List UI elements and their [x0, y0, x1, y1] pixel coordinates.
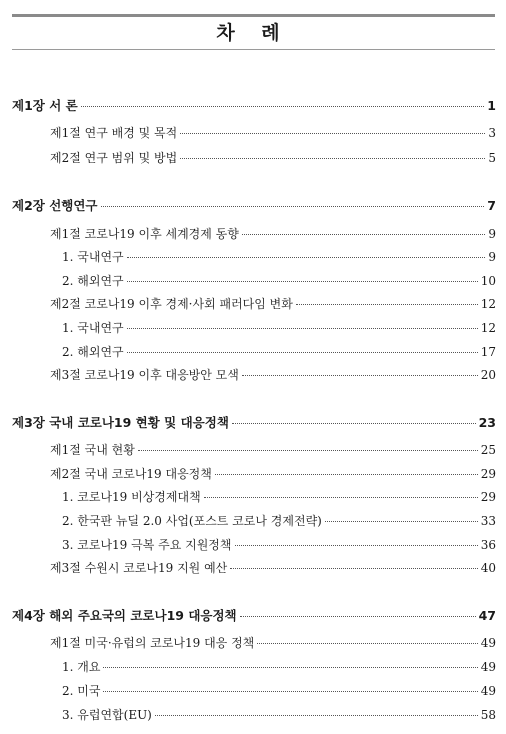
toc-entry-page-number: 20 — [480, 368, 496, 382]
toc-entry-chapter[interactable] — [12, 96, 496, 112]
toc-entry-title: 제1절 국내 현황 — [50, 443, 135, 457]
dot-leader — [138, 450, 478, 451]
toc-entry-title: 제2절 연구 범위 및 방법 — [50, 151, 178, 165]
toc-entry-sub[interactable] — [62, 343, 496, 359]
toc-entry-section[interactable] — [50, 441, 496, 457]
toc-entry-section[interactable] — [50, 124, 496, 140]
toc-entry-title: 제3절 코로나19 이후 대응방안 모색 — [50, 368, 239, 382]
toc-entry-sub[interactable] — [62, 706, 496, 722]
toc-entry-section[interactable] — [50, 465, 496, 481]
dot-leader — [325, 521, 478, 522]
toc-entry-title: 제1장 서 론 — [12, 98, 78, 113]
toc-entry-title: 1. 개요 — [62, 660, 101, 674]
toc-entry-page-number: 29 — [480, 490, 496, 504]
toc-entry-section[interactable] — [50, 149, 496, 165]
dot-leader — [180, 158, 485, 159]
toc-entry-title: 3. 유럽연합(EU) — [62, 708, 152, 722]
toc-entry-page-number: 49 — [480, 636, 496, 650]
toc-entry-chapter[interactable] — [12, 196, 496, 212]
dot-leader — [232, 423, 476, 424]
toc-entry-title: 1. 국내연구 — [62, 250, 124, 264]
toc-entry-title: 1. 코로나19 비상경제대책 — [62, 490, 201, 504]
toc-entry-page-number: 9 — [488, 227, 496, 241]
dot-leader — [257, 643, 477, 644]
dot-leader — [242, 375, 478, 376]
toc-entry-page-number: 23 — [478, 415, 496, 430]
toc-entry-title: 제3절 수원시 코로나19 지원 예산 — [50, 561, 228, 575]
toc-entry-chapter[interactable] — [12, 606, 496, 622]
toc-entry-page-number: 10 — [480, 274, 496, 288]
dot-leader — [127, 257, 486, 258]
toc-entry-title: 제1절 코로나19 이후 세계경제 동향 — [50, 227, 239, 241]
toc-entry-title: 제4장 해외 주요국의 코로나19 대응정책 — [12, 608, 237, 623]
toc-entry-title: 2. 미국 — [62, 684, 101, 698]
dot-leader — [240, 616, 476, 617]
dot-leader — [235, 545, 478, 546]
dot-leader — [180, 133, 485, 134]
toc-entry-section[interactable] — [50, 366, 496, 382]
dot-leader — [101, 206, 485, 207]
dot-leader — [127, 281, 478, 282]
toc-entry-page-number: 3 — [488, 126, 496, 140]
toc-entry-section[interactable] — [50, 559, 496, 575]
toc-entry-title: 1. 국내연구 — [62, 321, 124, 335]
toc-entry-page-number: 58 — [480, 708, 496, 722]
dot-leader — [296, 304, 478, 305]
toc-entry-section[interactable] — [50, 295, 496, 311]
toc-entry-title: 3. 코로나19 극복 주요 지원정책 — [62, 538, 232, 552]
toc-entry-sub[interactable] — [62, 272, 496, 288]
toc-entry-page-number: 36 — [480, 538, 496, 552]
toc-entry-title: 제1절 연구 배경 및 목적 — [50, 126, 178, 140]
dot-leader — [230, 568, 477, 569]
toc-entry-page-number: 5 — [488, 151, 496, 165]
toc-entry-title: 제3장 국내 코로나19 현황 및 대응정책 — [12, 415, 229, 430]
dot-leader — [242, 234, 486, 235]
toc-entry-chapter[interactable] — [12, 413, 496, 429]
toc-entry-page-number: 25 — [480, 443, 496, 457]
toc-entry-title: 제2장 선행연구 — [12, 198, 98, 213]
toc-entry-section[interactable] — [50, 225, 496, 241]
toc-entry-page-number: 33 — [480, 514, 496, 528]
toc-entry-title: 2. 해외연구 — [62, 345, 124, 359]
toc-entry-page-number: 9 — [488, 250, 496, 264]
toc-entry-title: 2. 해외연구 — [62, 274, 124, 288]
dot-leader — [215, 474, 478, 475]
toc-entry-sub[interactable] — [62, 682, 496, 698]
toc-entry-sub[interactable] — [62, 658, 496, 674]
toc-entry-page-number: 17 — [480, 345, 496, 359]
toc-entry-title: 제2절 코로나19 이후 경제·사회 패러다임 변화 — [50, 297, 293, 311]
toc-entry-section[interactable] — [50, 634, 496, 650]
toc-entry-page-number: 12 — [480, 321, 496, 335]
toc-entry-sub[interactable] — [62, 512, 496, 528]
dot-leader — [103, 691, 477, 692]
toc-entry-sub[interactable] — [62, 488, 496, 504]
toc-entry-page-number: 40 — [480, 561, 496, 575]
toc-entry-page-number: 49 — [480, 660, 496, 674]
dot-leader — [127, 328, 478, 329]
dot-leader — [204, 497, 478, 498]
toc-entry-sub[interactable] — [62, 536, 496, 552]
toc-entry-page-number: 49 — [480, 684, 496, 698]
toc-entry-page-number: 7 — [487, 198, 496, 213]
toc-entry-page-number: 29 — [480, 467, 496, 481]
toc-entry-title: 2. 한국판 뉴딜 2.0 사업(포스트 코로나 경제전략) — [62, 514, 322, 528]
toc-entry-page-number: 1 — [487, 98, 496, 113]
dot-leader — [155, 715, 478, 716]
toc-entry-page-number: 47 — [478, 608, 496, 623]
dot-leader — [127, 352, 478, 353]
toc-entry-title: 제1절 미국·유럽의 코로나19 대응 정책 — [50, 636, 255, 650]
dot-leader — [81, 106, 485, 107]
toc-entry-title: 제2절 국내 코로나19 대응정책 — [50, 467, 212, 481]
toc-entry-sub[interactable] — [62, 319, 496, 335]
toc-title: 차 례 — [216, 22, 290, 44]
toc-entry-page-number: 12 — [480, 297, 496, 311]
dot-leader — [103, 667, 477, 668]
toc-entry-sub[interactable] — [62, 248, 496, 264]
